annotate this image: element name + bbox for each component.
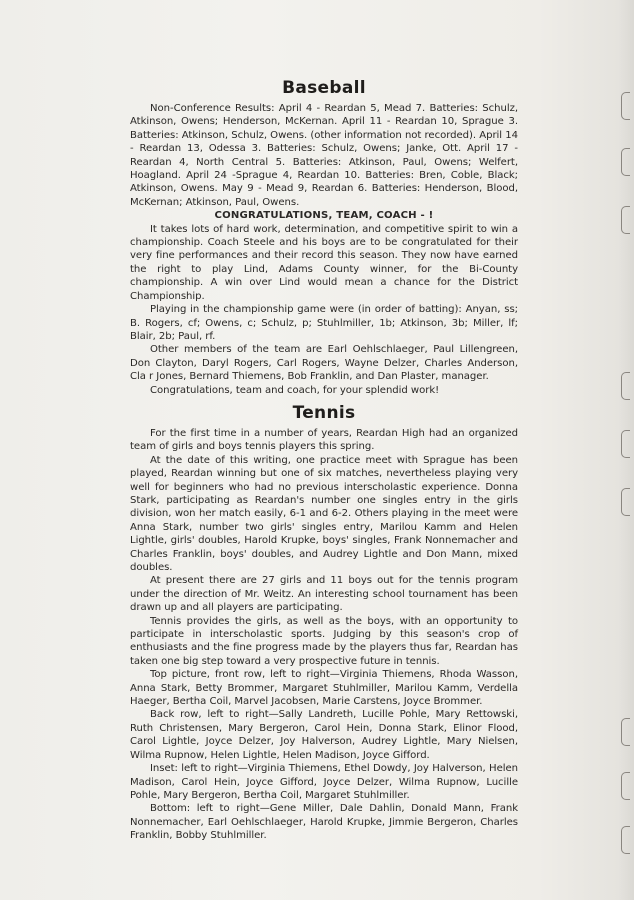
tennis-title: Tennis	[292, 402, 356, 423]
tennis-paragraph: Inset: left to right—Virginia Thiemens, Ethel Dowdy, Joy Halverson, Helen Madison, Carol Hein, Joyce Gifford, Joyce Delzer, Wilma Rupnow, Lucille Pohle, Mary Bergeron, Bertha Coil, Margaret Stuhlmiller.	[130, 763, 518, 801]
tennis-paragraph: At present there are 27 girls and 11 boys out for the tennis program under the direction of Mr. Weitz. An interesting school tournament has been drawn up and all players are participating.	[130, 575, 518, 614]
binder-ring	[621, 372, 630, 400]
binder-ring	[621, 430, 630, 458]
article-body	[130, 78, 518, 843]
baseball-results: Non-Conference Results: April 4 - Reardan 5, Mead 7. Batteries: Schulz, Atkinson, Owens; Henderson, McKernan. April 11 - Reardan 10, Sprague 3. Batteries: Atkinson, Schulz, Owens. (other information not recorded). April 14 - Reardan 13, Odessa 3. Batteries: Schulz, Owens; Janke, Ott. April 17 - Reardan 4, North Central 5. Batteries: Atkinson, Paul, Owens; Welfert, Hoagland. April 24 -Sprague 4, Reardan 10. Batteries: Bren, Coble, Black; Atkinson, Owens. May 9 - Mead 9, Reardan 6. Batteries: Henderson, Blood, McKernan; Atkinson, Paul, Owens.	[130, 103, 518, 208]
binder-ring	[621, 92, 630, 120]
binder-ring	[621, 148, 630, 176]
tennis-paragraph: At the date of this writing, one practice meet with Sprague has been played, Reardan winning but one of six matches, nevertheless playing very well for beginners who had no previous interscholastic experience. Donna Stark, participating as Reardan's number one singles entry in the girls division, won her match easily, 6-1 and 6-2. Others playing in the meet were Anna Stark, number two girls' singles entry, Marilou Kamm and Helen Lightle, girls' doubles, Harold Krupke, boys' singles, Frank Nonnemacher and Charles Franklin, boys' doubles, and Audrey Lightle and Don Mann, mixed doubles.	[130, 454, 518, 573]
baseball-paragraph: Congratulations, team and coach, for your splendid work!	[150, 384, 440, 396]
baseball-paragraph: Playing in the championship game were (in order of batting): Anyan, ss; B. Rogers, cf; Owens, c; Schulz, p; Stuhlmiller, 1b; Atkinson, 3b; Miller, lf; Blair, 2b; Paul, rf.	[130, 304, 518, 342]
binder-ring	[621, 772, 630, 800]
tennis-paragraph: Top picture, front row, left to right—Virginia Thiemens, Rhoda Wasson, Anna Stark, Betty Brommer, Margaret Stuhlmiller, Marilou Kamm, Verdella Haeger, Bertha Coil, Marvel Jacobsen, Marie Carstens, Joyce Brommer.	[130, 669, 518, 708]
tennis-paragraph: For the first time in a number of years, Reardan High had an organized team of girls and boys tennis players this spring.	[130, 427, 518, 453]
baseball-paragraph: It takes lots of hard work, determination, and competitive spirit to win a championship. Coach Steele and his boys are to be congratulated for their very fine performances and their record this season. They now have earned the right to play Lind, Adams County winner, for the Bi-County championship. A win over Lind would mean a chance for the District Championship.	[130, 223, 518, 302]
binder-ring	[621, 826, 630, 854]
baseball-title: Baseball	[282, 78, 366, 98]
binder-ring	[621, 718, 630, 746]
congrats-heading: CONGRATULATIONS, TEAM, COACH - !	[214, 210, 434, 222]
tennis-paragraph: Bottom: left to right—Gene Miller, Dale Dahlin, Donald Mann, Frank Nonnemacher, Earl Oehlschlaeger, Harold Krupke, Jimmie Bergeron, Charles Franklin, Bobby Stuhlmiller.	[130, 803, 518, 842]
baseball-paragraph: Other members of the team are Earl Oehlschlaeger, Paul Lillengreen, Don Clayton, Daryl Rogers, Carl Rogers, Wayne Delzer, Charles Anderson, Cla r Jones, Bernard Thiemens, Bob Franklin, and Dan Plaster, manager.	[130, 344, 518, 383]
tennis-paragraph: Tennis provides the girls, as well as the boys, with an opportunity to participate in interscholastic sports. Judging by this season's crop of enthusiasts and the fine progress made by the players thus far, Reardan has taken one big step toward a very prospective future in tennis.	[130, 615, 518, 667]
binder-ring	[621, 206, 630, 234]
tennis-paragraph: Back row, left to right—Sally Landreth, Lucille Pohle, Mary Rettowski, Ruth Christensen, Mary Bergeron, Carol Hein, Donna Stark, Elinor Flood, Carol Lightle, Joyce Delzer, Joy Halverson, Audrey Lightle, Mary Nielsen, Wilma Rupnow, Helen Lightle, Helen Madison, Joyce Gifford.	[130, 709, 518, 761]
binder-ring	[621, 488, 630, 516]
